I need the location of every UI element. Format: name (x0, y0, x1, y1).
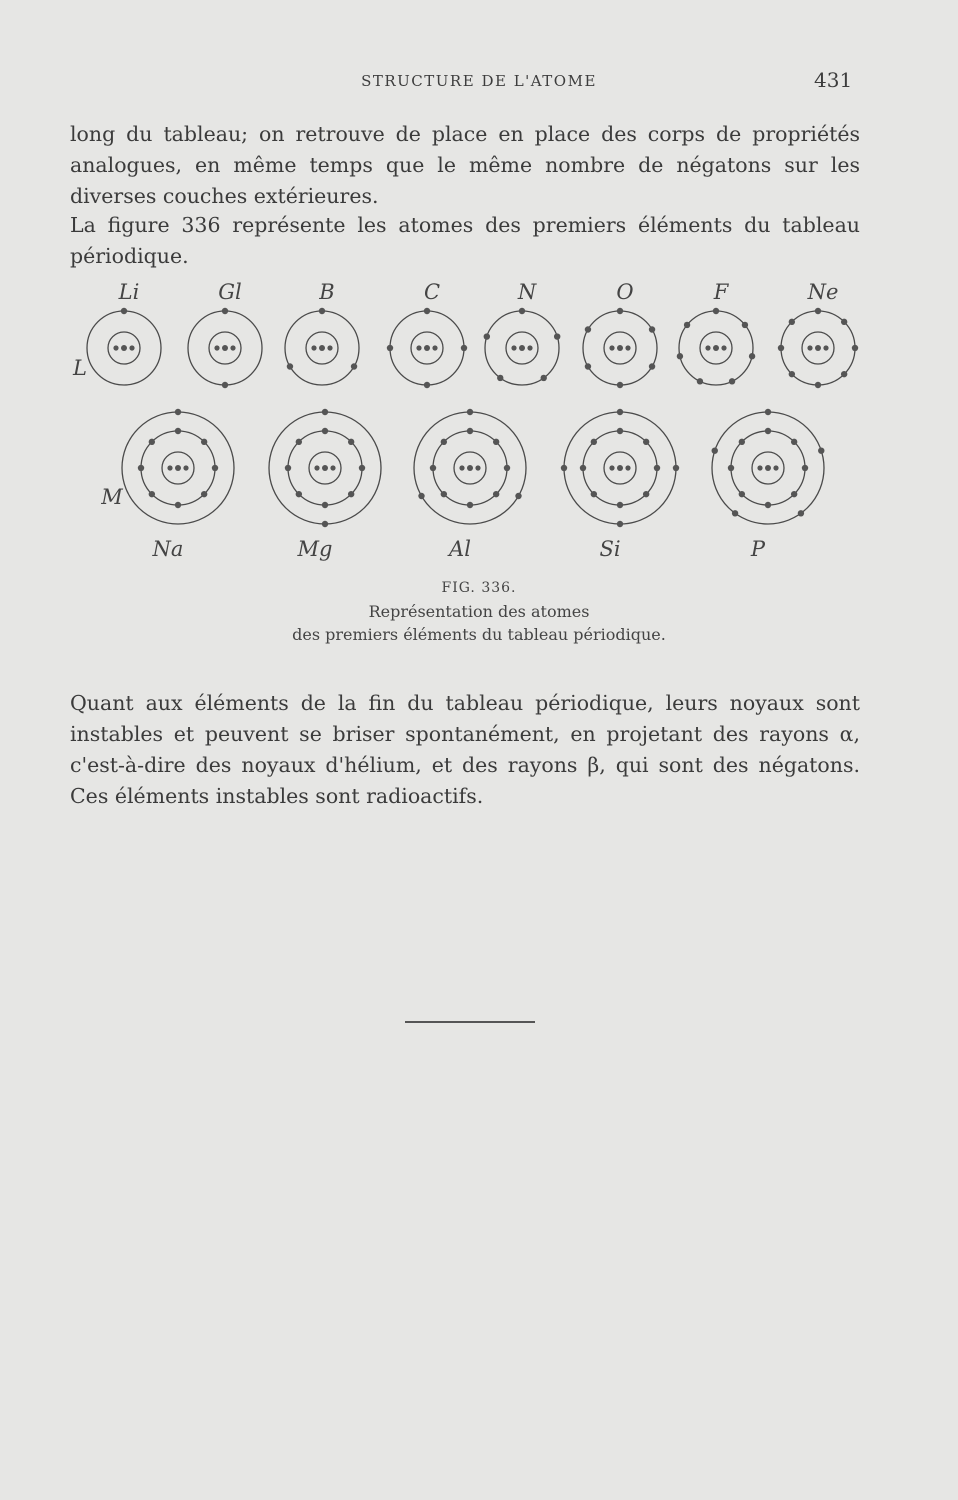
nucleus (424, 345, 430, 351)
l-electron (149, 439, 155, 445)
l-electron (296, 491, 302, 497)
l-electron (319, 308, 325, 314)
m-electron (732, 510, 738, 516)
l-electron (149, 491, 155, 497)
atom-na (122, 409, 234, 561)
l-electron (789, 319, 795, 325)
atom-mg (269, 409, 381, 561)
l-electron (201, 491, 207, 497)
element-symbol-c: C (423, 280, 441, 304)
l-electron (441, 439, 447, 445)
l-electron (585, 363, 591, 369)
l-electron (424, 308, 430, 314)
l-electron (852, 345, 858, 351)
l-electron (765, 502, 771, 508)
running-title: STRUCTURE DE L'ATOME (361, 72, 597, 90)
atom-diagram-figure (0, 272, 958, 572)
l-electron (617, 502, 623, 508)
l-electron (841, 319, 847, 325)
l-electron (554, 333, 560, 339)
k-electron (823, 345, 828, 350)
l-electron (739, 439, 745, 445)
atom-f (677, 280, 756, 385)
l-electron (287, 363, 293, 369)
l-electron (175, 428, 181, 434)
k-electron (705, 345, 710, 350)
l-electron (175, 502, 181, 508)
atom-li (87, 280, 161, 385)
atom-si (561, 409, 679, 561)
k-electron (183, 465, 188, 470)
end-rule (405, 1021, 535, 1023)
l-electron (617, 308, 623, 314)
l-electron (222, 308, 228, 314)
m-electron (673, 465, 679, 471)
l-electron (802, 465, 808, 471)
m-electron (617, 409, 623, 415)
k-electron (511, 345, 516, 350)
figure-number: FIG. 336. (441, 580, 517, 596)
l-electron (617, 382, 623, 388)
nucleus (319, 345, 325, 351)
l-electron (461, 345, 467, 351)
atom-c (387, 280, 467, 388)
nucleus (467, 465, 473, 471)
l-electron (677, 353, 683, 359)
l-electron (387, 345, 393, 351)
l-electron (591, 439, 597, 445)
atom-al (414, 409, 526, 561)
l-electron (222, 382, 228, 388)
l-electron (765, 428, 771, 434)
k-electron (167, 465, 172, 470)
nucleus (765, 465, 771, 471)
k-electron (214, 345, 219, 350)
element-symbol-f: F (713, 280, 729, 304)
paragraph-2: La figure 336 représente les atomes des premiers éléments du tableau périodique. (70, 213, 860, 268)
element-symbol-gl: Gl (218, 280, 242, 304)
l-electron (484, 333, 490, 339)
atoms-row-1 (87, 280, 858, 388)
l-electron (351, 363, 357, 369)
k-electron (807, 345, 812, 350)
l-electron (348, 491, 354, 497)
l-electron (138, 465, 144, 471)
m-electron (322, 521, 328, 527)
k-electron (609, 345, 614, 350)
nucleus (222, 345, 228, 351)
element-symbol-na: Na (152, 537, 184, 561)
m-electron (765, 409, 771, 415)
k-electron (757, 465, 762, 470)
l-electron (684, 322, 690, 328)
l-electron (493, 491, 499, 497)
k-electron (625, 465, 630, 470)
atom-o (583, 280, 657, 388)
k-electron (113, 345, 118, 350)
m-electron (322, 409, 328, 415)
nucleus (519, 345, 525, 351)
l-electron (322, 428, 328, 434)
l-electron (497, 375, 503, 381)
nucleus (121, 345, 127, 351)
l-electron (467, 502, 473, 508)
l-electron (815, 382, 821, 388)
shell-label-l: L (73, 356, 87, 380)
element-symbol-ne: Ne (807, 280, 839, 304)
k-electron (129, 345, 134, 350)
l-electron (585, 326, 591, 332)
l-electron (841, 371, 847, 377)
l-electron (285, 465, 291, 471)
m-electron (798, 510, 804, 516)
l-electron (749, 353, 755, 359)
k-electron (609, 465, 614, 470)
l-electron (791, 491, 797, 497)
l-electron (296, 439, 302, 445)
nucleus (175, 465, 181, 471)
atom-b (285, 280, 359, 385)
atom-p (712, 409, 825, 561)
k-electron (721, 345, 726, 350)
k-electron (773, 465, 778, 470)
l-electron (789, 371, 795, 377)
k-electron (625, 345, 630, 350)
m-electron (515, 493, 521, 499)
k-electron (230, 345, 235, 350)
figure-caption-line-1: Représentation des atomes (368, 602, 590, 621)
l-electron (430, 465, 436, 471)
k-electron (314, 465, 319, 470)
l-electron (791, 439, 797, 445)
l-electron (591, 491, 597, 497)
element-symbol-p: P (750, 537, 766, 561)
l-electron (441, 491, 447, 497)
l-electron (580, 465, 586, 471)
shell-labels (72, 356, 123, 509)
l-electron (201, 439, 207, 445)
l-electron (742, 322, 748, 328)
l-electron (654, 465, 660, 471)
k-electron (459, 465, 464, 470)
element-symbol-si: Si (599, 537, 621, 561)
nucleus (617, 345, 623, 351)
m-electron (467, 409, 473, 415)
shell-label-m: M (101, 485, 123, 509)
l-electron (493, 439, 499, 445)
nucleus (815, 345, 821, 351)
k-electron (432, 345, 437, 350)
k-electron (416, 345, 421, 350)
atom-gl (188, 280, 262, 388)
nucleus (713, 345, 719, 351)
l-electron (519, 308, 525, 314)
l-electron (322, 502, 328, 508)
k-electron (327, 345, 332, 350)
m-electron (175, 409, 181, 415)
atoms-row-2 (122, 409, 824, 561)
m-electron (712, 447, 718, 453)
l-electron (713, 308, 719, 314)
l-electron (649, 363, 655, 369)
figure-caption-line-2: des premiers éléments du tableau périodique. (292, 625, 666, 644)
l-electron (815, 308, 821, 314)
element-symbol-n: N (517, 280, 537, 304)
paragraph-1: long du tableau; on retrouve de place en place des corps de propriétés analogues, en même temps que le même nombre de négatons sur les diverses couches extérieures. (70, 122, 860, 208)
paragraph-3: Quant aux éléments de la fin du tableau périodique, leurs noyaux sont instables et peuvent se briser spontanément, en projetant des rayons α, c'est-à-dire des noyaux d'hélium, et des rayons β, qui sont des négatons. Ces éléments instables sont radioactifs. (70, 691, 860, 808)
figure-caption (0, 577, 958, 646)
l-electron (643, 439, 649, 445)
m-electron (561, 465, 567, 471)
l-electron (729, 378, 735, 384)
l-electron (359, 465, 365, 471)
l-electron (348, 439, 354, 445)
l-electron (504, 465, 510, 471)
element-symbol-b: B (319, 280, 335, 304)
nucleus (617, 465, 623, 471)
l-electron (728, 465, 734, 471)
k-electron (475, 465, 480, 470)
atom-n (484, 280, 561, 385)
l-electron (739, 491, 745, 497)
l-electron (212, 465, 218, 471)
l-electron (617, 428, 623, 434)
atom-ne (778, 280, 858, 388)
m-electron (818, 447, 824, 453)
element-symbol-mg: Mg (297, 537, 333, 561)
l-electron (121, 308, 127, 314)
k-electron (330, 465, 335, 470)
element-symbol-al: Al (449, 537, 471, 561)
l-electron (643, 491, 649, 497)
k-electron (311, 345, 316, 350)
k-electron (527, 345, 532, 350)
m-electron (617, 521, 623, 527)
l-electron (778, 345, 784, 351)
l-electron (467, 428, 473, 434)
element-symbol-o: O (616, 280, 634, 304)
m-electron (418, 493, 424, 499)
nucleus (322, 465, 328, 471)
l-electron (697, 378, 703, 384)
l-electron (541, 375, 547, 381)
l-electron (424, 382, 430, 388)
element-symbol-li: Li (118, 280, 140, 304)
l-electron (649, 326, 655, 332)
page-number: 431 (814, 68, 853, 92)
